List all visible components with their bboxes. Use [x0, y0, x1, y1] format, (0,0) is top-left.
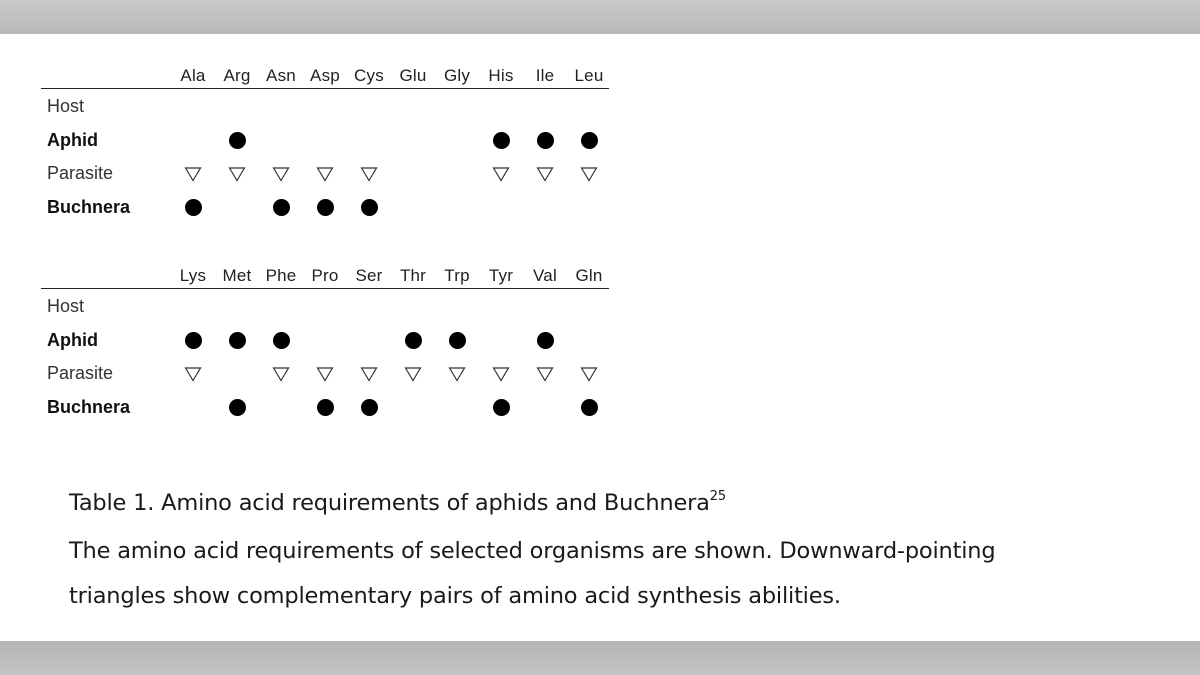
down-triangle-marker	[479, 163, 523, 185]
filled-circle-marker	[215, 397, 259, 419]
filled-circle-marker	[215, 330, 259, 352]
amino-acid-table-1	[41, 58, 611, 225]
table-row-host	[41, 91, 611, 125]
down-triangle-icon	[184, 366, 202, 382]
column-header-phe: Phe	[265, 266, 297, 285]
row-label: Parasite	[47, 163, 114, 183]
down-triangle-icon	[272, 366, 290, 382]
down-triangle-marker	[347, 363, 391, 385]
row-label: Aphid	[47, 129, 98, 150]
filled-circle-icon	[273, 332, 290, 349]
table-caption	[69, 481, 1169, 619]
column-header-tyr: Tyr	[488, 266, 514, 285]
caption-title: Table 1. Amino acid requirements of aphids and Buchnera$^{25}$	[69, 489, 726, 516]
table-row-aphid	[41, 325, 611, 359]
header-rule	[41, 88, 609, 89]
filled-circle-icon	[185, 199, 202, 216]
filled-circle-marker	[391, 330, 435, 352]
filled-circle-icon	[229, 399, 246, 416]
filled-circle-icon	[273, 199, 290, 216]
filled-circle-icon	[581, 132, 598, 149]
filled-circle-marker	[435, 330, 479, 352]
row-label: Buchnera	[47, 196, 131, 217]
filled-circle-icon	[361, 199, 378, 216]
paper-sheet	[0, 34, 1200, 641]
column-header-met: Met	[222, 266, 252, 285]
filled-circle-icon	[229, 132, 246, 149]
down-triangle-icon	[492, 366, 510, 382]
column-header-his: His	[488, 66, 514, 85]
down-triangle-marker	[171, 363, 215, 385]
down-triangle-marker	[303, 363, 347, 385]
table-row-buchnera	[41, 392, 611, 426]
down-triangle-marker	[171, 163, 215, 185]
down-triangle-marker	[259, 363, 303, 385]
column-header-leu: Leu	[574, 66, 604, 85]
filled-circle-icon	[581, 399, 598, 416]
top-blur-strip	[0, 0, 1200, 34]
down-triangle-icon	[536, 166, 554, 182]
down-triangle-marker	[479, 363, 523, 385]
filled-circle-marker	[347, 397, 391, 419]
filled-circle-marker	[259, 330, 303, 352]
filled-circle-icon	[361, 399, 378, 416]
filled-circle-marker	[479, 130, 523, 152]
column-header-pro: Pro	[311, 266, 339, 285]
down-triangle-marker	[523, 163, 567, 185]
filled-circle-marker	[215, 130, 259, 152]
down-triangle-marker	[215, 163, 259, 185]
filled-circle-marker	[479, 397, 523, 419]
filled-circle-marker	[259, 197, 303, 219]
down-triangle-icon	[272, 166, 290, 182]
column-header-ala: Ala	[180, 66, 206, 85]
row-label: Aphid	[47, 329, 98, 350]
down-triangle-marker	[435, 363, 479, 385]
down-triangle-marker	[259, 163, 303, 185]
filled-circle-icon	[537, 132, 554, 149]
column-header-gln: Gln	[575, 266, 603, 285]
filled-circle-marker	[523, 130, 567, 152]
column-header-glu: Glu	[399, 66, 427, 85]
table-header-row	[41, 58, 611, 88]
down-triangle-icon	[360, 366, 378, 382]
filled-circle-marker	[347, 197, 391, 219]
down-triangle-marker	[567, 163, 611, 185]
row-label: Host	[47, 296, 85, 316]
filled-circle-icon	[405, 332, 422, 349]
column-header-thr: Thr	[399, 266, 427, 285]
row-label: Buchnera	[47, 396, 131, 417]
table-row-host	[41, 291, 611, 325]
filled-circle-marker	[567, 397, 611, 419]
table-row-aphid	[41, 125, 611, 159]
column-header-cys: Cys	[354, 66, 384, 85]
filled-circle-marker	[523, 330, 567, 352]
down-triangle-icon	[184, 166, 202, 182]
down-triangle-icon	[580, 166, 598, 182]
filled-circle-icon	[229, 332, 246, 349]
table-row-parasite	[41, 358, 611, 392]
column-header-val: Val	[533, 266, 557, 285]
filled-circle-icon	[317, 199, 334, 216]
down-triangle-icon	[228, 166, 246, 182]
filled-circle-marker	[567, 130, 611, 152]
column-header-asp: Asp	[310, 66, 340, 85]
down-triangle-marker	[391, 363, 435, 385]
down-triangle-marker	[523, 363, 567, 385]
filled-circle-icon	[317, 399, 334, 416]
table-header-row	[41, 258, 611, 288]
down-triangle-icon	[316, 366, 334, 382]
table-row-parasite	[41, 158, 611, 192]
column-header-gly: Gly	[443, 66, 471, 85]
column-header-trp: Trp	[444, 266, 470, 285]
filled-circle-marker	[303, 197, 347, 219]
down-triangle-icon	[580, 366, 598, 382]
column-header-ser: Ser	[355, 266, 383, 285]
filled-circle-marker	[171, 330, 215, 352]
down-triangle-icon	[404, 366, 422, 382]
down-triangle-icon	[448, 366, 466, 382]
filled-circle-icon	[493, 132, 510, 149]
caption-reference-superscript: 25	[709, 489, 726, 504]
caption-line-3: triangles show complementary pairs of amino acid synthesis abilities.	[69, 583, 841, 609]
filled-circle-icon	[449, 332, 466, 349]
down-triangle-marker	[303, 163, 347, 185]
filled-circle-icon	[185, 332, 202, 349]
column-header-lys: Lys	[179, 266, 207, 285]
down-triangle-icon	[492, 166, 510, 182]
column-header-asn: Asn	[266, 66, 296, 85]
caption-line-2: The amino acid requirements of selected organisms are shown. Downward-pointing	[69, 538, 996, 564]
row-label: Host	[47, 96, 85, 116]
filled-circle-marker	[303, 397, 347, 419]
down-triangle-marker	[347, 163, 391, 185]
column-header-arg: Arg	[223, 66, 251, 85]
down-triangle-marker	[567, 363, 611, 385]
filled-circle-icon	[537, 332, 554, 349]
bottom-blur-strip	[0, 641, 1200, 675]
header-rule	[41, 288, 609, 289]
amino-acid-table-2	[41, 258, 611, 425]
column-header-ile: Ile	[535, 66, 555, 85]
table-row-buchnera	[41, 192, 611, 226]
down-triangle-icon	[316, 166, 334, 182]
down-triangle-icon	[536, 366, 554, 382]
filled-circle-marker	[171, 197, 215, 219]
filled-circle-icon	[493, 399, 510, 416]
row-label: Parasite	[47, 363, 114, 383]
down-triangle-icon	[360, 166, 378, 182]
